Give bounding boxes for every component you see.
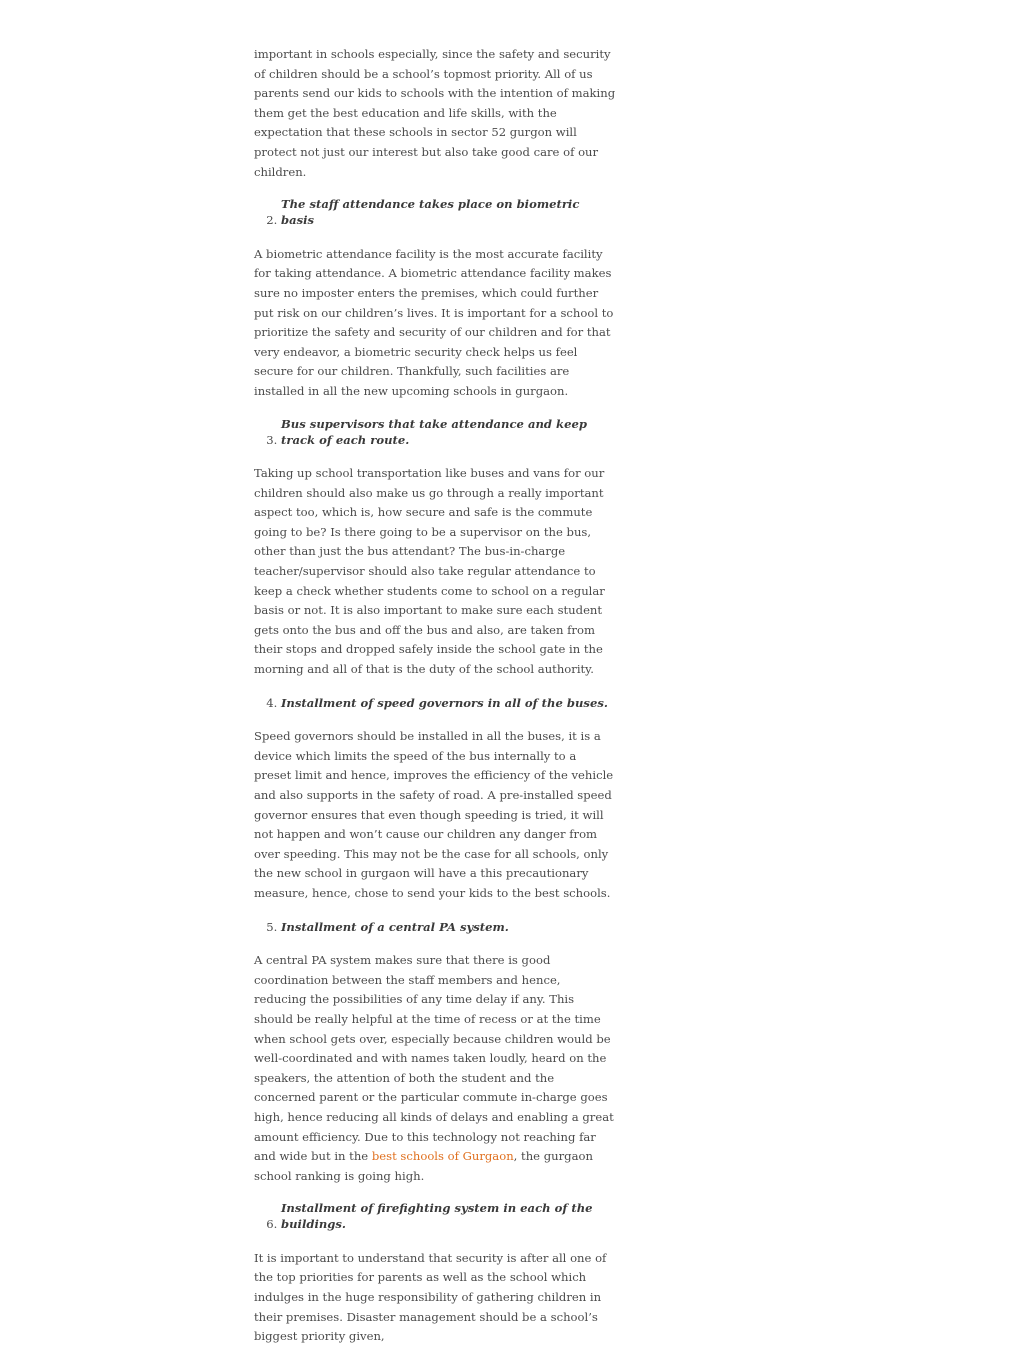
article-body [254, 45, 616, 1361]
section-body-text: , the gurgaon school ranking is going high. [254, 1149, 593, 1183]
section-heading-text: Installment of speed governors in all of the buses. [281, 695, 608, 710]
section-heading-text: Installment of a central PA system. [281, 919, 509, 934]
section-body-3: Taking up school transportation like buses and vans for our children should also make us go through a really important aspect too, which is, how secure and safe is the commute going to be? Is there going to be a supervisor on the bus, other than just the bus attendant? The bus-in-charge teacher/supervisor should also take regular attendance to keep a check whether students come to school on a regular basis or not. It is also important to make sure each student gets onto the bus and off the bus and also, are taken from their stops and dropped safely inside the school gate in the morning and all of that is the duty of the school authority. [254, 466, 605, 677]
section-heading-2 [281, 196, 616, 231]
section-body-text: A central PA system makes sure that there is good coordination between the staff members and hence, reducing the possibilities of any time delay if any. This should be really helpful at the time of recess or at the time when school gets over, especially because children would be well-coordinated and with names taken loudly, heard on the speakers, the attention of both the student and the concerned parent or the particular commute in-charge goes high, hence reducing all kinds of delays and enabling a great amount efficiency. Due to this technology not reaching far and wide but in the [254, 953, 614, 1164]
section-body-2: A biometric attendance facility is the most accurate facility for taking attendance. A biometric attendance facility makes sure no imposter enters the premises, which could further put risk on our children’s lives. It is important for a school to prioritize the safety and security of our children and for that very endeavor, a biometric security check helps us feel secure for our children. Thankfully, such facilities are installed in all the new upcoming schools in gurgaon. [254, 246, 614, 398]
best-schools-link[interactable]: best schools of Gurgaon [371, 1149, 514, 1164]
section-body-4: Speed governors should be installed in all the buses, it is a device which limits the speed of the bus internally to a preset limit and hence, improves the efficiency of the vehicle and also supports in the safety of road. A pre-installed speed governor ensures that even though speeding is tried, it will not happen and won’t cause our children any danger from over speeding. This may not be the case for all schools, only the new school in gurgaon will have a this precautionary measure, hence, chose to send your kids to the best schools. [254, 729, 614, 900]
section-body-6: It is important to understand that security is after all one of the top priorities for parents as well as the school which indulges in the huge responsibility of gathering children in their premises. Disaster management should be a school’s biggest priority given, [254, 1250, 607, 1344]
section-heading-3 [281, 416, 616, 451]
section-heading-text: Installment of firefighting system in each of the buildings. [281, 1201, 593, 1232]
section-heading-list [254, 918, 616, 938]
section-body-5 [254, 951, 616, 1186]
section-heading-6 [281, 1200, 616, 1235]
section-heading-list [254, 1200, 616, 1235]
section-heading-4 [281, 694, 616, 714]
section-heading-text: Bus supervisors that take attendance and keep track of each route. [281, 416, 587, 447]
intro-paragraph: important in schools especially, since the safety and security of children should be a school’s topmost priority. All of us parents send our kids to schools with the intention of making them get the best education and life skills, with the expectation that these schools in sector 52 gurgon will protect not just our interest but also take good care of our children. [254, 47, 616, 179]
section-heading-list [254, 694, 616, 714]
section-heading-5 [281, 918, 616, 938]
section-heading-list [254, 196, 616, 231]
section-heading-text: The staff attendance takes place on biometric basis [281, 197, 580, 228]
section-heading-list [254, 416, 616, 451]
